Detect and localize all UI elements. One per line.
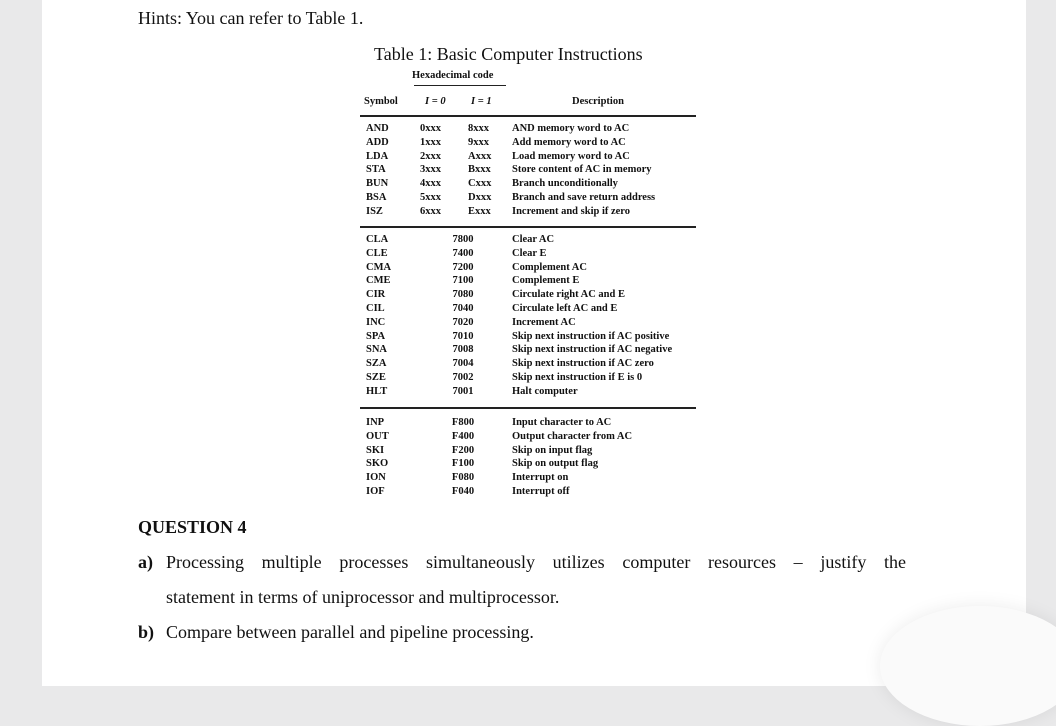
hints-text: Hints: You can refer to Table 1. [138,8,364,28]
instruction-symbol: BSA [366,191,387,203]
instruction-description: Clear AC [512,234,555,245]
instruction-symbol: SKO [366,458,389,470]
instruction-code: 7001 [452,385,474,397]
instruction-code-i1: Exxx [468,205,491,217]
instruction-description: Branch and save return address [512,191,656,203]
instruction-symbol: SZA [366,358,387,370]
question-title: QUESTION 4 [138,517,247,537]
instruction-code-i1: 8xxx [468,123,489,134]
instruction-description: Output character from AC [512,430,633,442]
instruction-symbol: CIR [366,289,386,301]
instruction-description: Circulate left AC and E [512,302,618,314]
instruction-symbol: LDA [366,150,389,162]
instruction-description: Branch unconditionally [512,178,618,190]
instruction-description: Add memory word to AC [512,136,626,148]
instruction-code: 7800 [452,234,474,245]
instruction-description: Halt computer [512,385,578,397]
instruction-symbol: HLT [366,385,388,397]
instruction-symbol: CIL [366,302,385,314]
instruction-symbol: CME [366,275,391,287]
table-rule-top [360,115,696,117]
instruction-symbol: ION [366,472,386,484]
memory-ref-i1-codes [468,122,491,219]
instruction-symbol: SKI [366,444,385,456]
question-a-word: utilizes [552,552,605,572]
instruction-code: 7100 [452,275,474,287]
instruction-description: AND memory word to AC [512,123,630,134]
instruction-symbol: CLE [366,247,388,259]
question-a-word: processes [339,552,409,572]
instruction-code: 7020 [452,316,474,328]
header-symbol: Symbol [364,96,398,107]
instruction-code: F200 [451,444,475,456]
instruction-code: 7002 [452,371,474,383]
group-header-rule [414,85,506,86]
table-title: Table 1: Basic Computer Instructions [374,44,643,64]
table-rule-mid2 [360,407,696,409]
table-rule-mid1 [360,226,696,228]
instruction-description: Skip on input flag [512,444,593,456]
instruction-description: Skip next instruction if AC zero [512,358,654,370]
instruction-code: F040 [451,485,475,497]
header-i1: I = 1 [471,96,492,107]
document-page [42,0,1026,686]
instruction-symbol: SNA [366,344,388,356]
instruction-symbol: BUN [366,178,389,190]
instruction-code-i0: 1xxx [420,136,441,148]
question-a-word: Processing [166,552,244,572]
instruction-description: Complement AC [512,261,587,273]
instruction-symbol: OUT [366,430,389,442]
instruction-code: 7080 [452,289,474,301]
io-ref-codes [446,416,480,499]
instruction-description: Clear E [512,247,547,259]
instruction-symbol: ISZ [366,205,383,217]
instruction-description: Increment and skip if zero [512,205,631,217]
question-a-line1 [166,552,906,573]
instruction-code: 7200 [452,261,474,273]
instruction-code: F800 [451,417,475,428]
memory-ref-descriptions [512,122,655,219]
instruction-code-i1: Bxxx [468,164,491,176]
instruction-description: Increment AC [512,316,576,328]
question-a-word: – [793,552,803,572]
instruction-code-i1: 9xxx [468,136,489,148]
instruction-description: Input character to AC [512,417,612,428]
instruction-code-i1: Dxxx [468,191,492,203]
question-a-line2: statement in terms of uniprocessor and multiprocessor. [166,587,560,607]
register-ref-codes [446,233,480,399]
instruction-code: F080 [451,472,475,484]
instruction-symbol: IOF [366,485,385,497]
instruction-description: Interrupt off [512,485,570,497]
instruction-description: Skip next instruction if AC negative [512,344,673,356]
instruction-description: Skip next instruction if E is 0 [512,371,643,383]
instruction-code-i0: 5xxx [420,191,441,203]
instruction-symbol: INP [366,417,385,428]
instruction-description: Complement E [512,275,580,287]
header-description: Description [572,96,624,107]
instruction-symbol: STA [366,164,386,176]
instruction-code: 7004 [452,358,474,370]
instruction-code-i0: 4xxx [420,178,441,190]
instruction-code: 7040 [452,302,474,314]
instruction-description: Interrupt on [512,472,569,484]
header-i0: I = 0 [425,96,446,107]
question-a-word: computer [622,552,691,572]
instruction-code-i0: 6xxx [420,205,441,217]
register-ref-symbols [366,233,391,399]
page-corner-decoration [880,606,1056,726]
question-a-label: a) [138,552,153,572]
memory-ref-symbols [366,122,389,219]
question-b-label: b) [138,622,155,642]
instruction-code: 7008 [452,344,474,356]
question-a-word: the [884,552,906,572]
instruction-symbol: AND [366,123,389,134]
instruction-code-i1: Cxxx [468,178,492,190]
instruction-code: F100 [451,458,475,470]
question-b-text: Compare between parallel and pipeline processing. [166,622,534,642]
instruction-symbol: ADD [366,136,389,148]
question-a-word: justify [820,552,867,572]
instruction-code-i0: 3xxx [420,164,441,176]
instruction-description: Skip on output flag [512,458,599,470]
instruction-code: 7400 [452,247,474,259]
io-ref-descriptions [512,416,632,499]
instruction-symbol: CLA [366,234,389,245]
memory-ref-i0-codes [420,122,441,219]
instruction-description: Store content of AC in memory [512,164,652,176]
instruction-symbol: INC [366,316,386,328]
group-header: Hexadecimal code [412,70,494,81]
instruction-code: F400 [451,430,475,442]
question-a-word: multiple [261,552,322,572]
instruction-description: Circulate right AC and E [512,289,625,301]
instruction-symbol: SPA [366,330,386,342]
question-a-word: simultaneously [426,552,535,572]
instruction-code: 7010 [452,330,474,342]
instruction-symbol: SZE [366,371,386,383]
instruction-code-i0: 0xxx [420,123,441,134]
instruction-symbol: CMA [366,261,392,273]
instruction-code-i1: Axxx [468,150,492,162]
instruction-description: Load memory word to AC [512,150,630,162]
question-a-word: resources [708,552,776,572]
register-ref-descriptions [512,233,672,399]
instruction-description: Skip next instruction if AC positive [512,330,670,342]
io-ref-symbols [366,416,389,499]
instruction-code-i0: 2xxx [420,150,441,162]
